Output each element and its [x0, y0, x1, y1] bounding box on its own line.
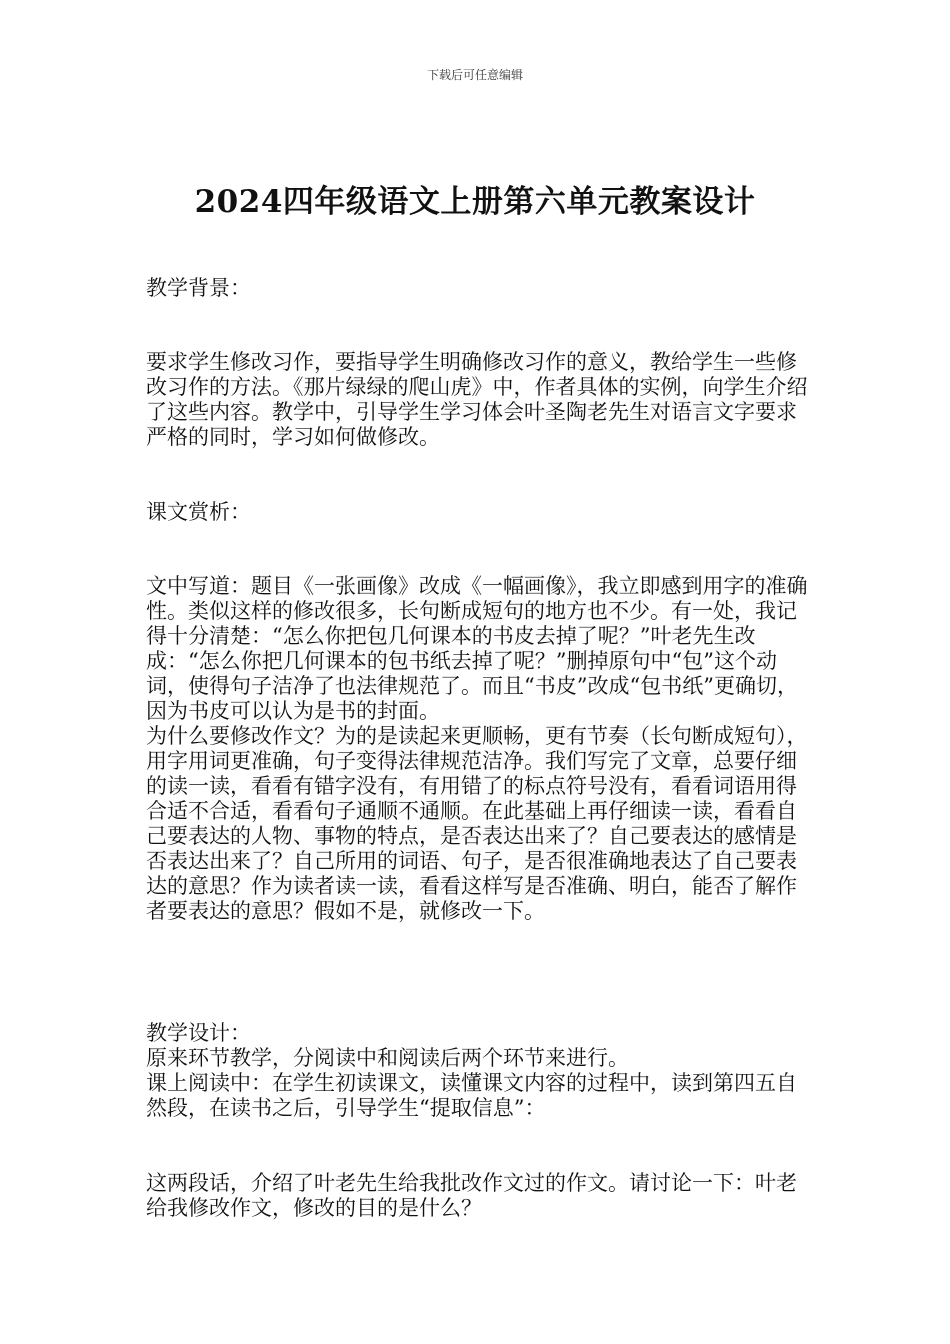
page-header-note: 下载后可任意编辑 [426, 68, 523, 82]
analysis-section-heading [146, 500, 810, 525]
design-paragraph-1: 原来环节教学，分阅读中和阅读后两个环节来进行。 [146, 1046, 629, 1070]
discussion-paragraph: 这两段话，介绍了叶老先生给我批改作文过的作文。请讨论一下：叶老给我修改作文，修改的目的是什么？ [146, 1171, 797, 1220]
analysis-paragraph-1: 文中写道：题目《一张画像》改成《一幅画像》，我立即感到用字的准确性。类似这样的修改很多，长句断成短句的地方也不少。有一处，我记得十分清楚：“怎么你把包几何课本的书皮去掉了呢？”叶老先生改成：“怎么你把几何课本的包书纸去掉了呢？”删掉原句中“包”这个动词，使得句子洁净了也法律规范了。而且“书皮”改成“包书纸”更确切，因为书皮可以认为是书的封面。 [146, 574, 808, 723]
design-section [146, 1021, 810, 1121]
background-paragraph: 要求学生修改习作，要指导学生明确修改习作的意义，教给学生一些修改习作的方法。《那片绿绿的爬山虎》中，作者具体的实例，向学生介绍了这些内容。教学中，引导学生学习体会叶圣陶老先生对语言文字要求严格的同时，学习如何做修改。 [146, 350, 808, 449]
design-heading: 教学设计： [146, 1021, 251, 1045]
design-paragraph-2: 课上阅读中：在学生初读课文，读懂课文内容的过程中，读到第四五自然段，在读书之后，引导学生“提取信息”： [146, 1071, 797, 1120]
analysis-heading: 课文赏析： [146, 500, 251, 524]
discussion-section [146, 1171, 810, 1221]
analysis-paragraph-2: 为什么要修改作文？为的是读起来更顺畅，更有节奏（长句断成短句），用字用词更准确，句子变得法律规范洁净。我们写完了文章，总要仔细的读一读，看看有错字没有，有用错了的标点符号没有，看看词语用得合适不合适，看看句子通顺不通顺。在此基础上再仔细读一读，看看自己要表达的人物、事物的特点，是否表达出来了？自己要表达的感情是否表达出来了？自己所用的词语、句子，是否很准确地表达了自己要表达的意思？作为读者读一读，看看这样写是否准确、明白，能否了解作者要表达的意思？假如不是，就修改一下。 [146, 724, 808, 923]
document-title: 2024四年级语文上册第六单元教案设计 [194, 184, 756, 220]
background-section-body [146, 350, 810, 450]
background-heading: 教学背景： [146, 276, 251, 300]
analysis-section-body [146, 574, 810, 924]
background-section-heading [146, 276, 810, 301]
